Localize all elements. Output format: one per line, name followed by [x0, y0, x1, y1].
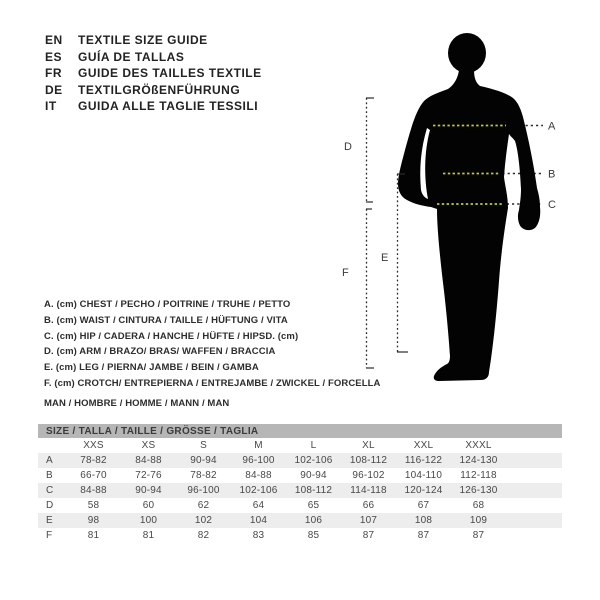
size-table	[38, 424, 562, 543]
size-cell: 78-82	[190, 470, 217, 481]
row-label: C	[46, 485, 54, 496]
table-row-d	[38, 498, 562, 513]
size-table-title: SIZE / TALLA / TAILLE / GRÖSSE / TAGLIA	[38, 424, 562, 438]
marker-a-label: A	[548, 120, 556, 133]
row-label: A	[46, 455, 53, 466]
measurement-legend	[44, 297, 381, 412]
marker-b-label: B	[548, 168, 556, 181]
size-cell: 66-70	[80, 470, 107, 481]
size-cell: 96-100	[187, 485, 220, 496]
size-cell: 106	[304, 515, 323, 526]
head	[448, 33, 486, 73]
marker-f-label: F	[342, 267, 349, 279]
column-header-xxs: XXS	[83, 440, 104, 451]
size-cell: 98	[87, 515, 100, 526]
legend-item-hip: C. (cm) HIP / CADERA / HANCHE / HÜFTE / HIPSD. (cm)	[44, 330, 299, 342]
size-cell: 81	[142, 530, 155, 541]
legend-item-chest: A. (cm) CHEST / PECHO / POITRINE / TRUHE / PETTO	[44, 299, 291, 310]
legend-item-arm: D. (cm) ARM / BRAZO/ BRAS/ WAFFEN / BRACCIA	[44, 346, 276, 358]
guide-title: GUIDA ALLE TAGLIE TESSILI	[78, 99, 259, 113]
size-cell: 116-122	[404, 455, 443, 466]
size-cell: 60	[142, 500, 155, 511]
language-code: ES	[45, 49, 63, 64]
body	[398, 70, 540, 381]
guide-title: GUIDE DES TAILLES TEXTILE	[78, 66, 262, 80]
guide-title: GUÍA DE TALLAS	[78, 49, 185, 64]
column-header-xl: XL	[362, 440, 375, 451]
size-cell: 108-112	[349, 455, 388, 466]
language-code: DE	[45, 82, 63, 97]
table-row-b	[38, 468, 562, 483]
size-cell: 67	[417, 500, 430, 511]
gender-line: MAN / HOMBRE / HOMME / MANN / MAN	[44, 397, 230, 409]
marker-e-label: E	[381, 252, 389, 264]
size-cell: 112-118	[460, 470, 497, 481]
size-cell: 87	[362, 530, 375, 541]
legend-item-waist: B. (cm) WAIST / CINTURA / TAILLE / HÜFTUNG / VITA	[44, 314, 288, 326]
marker-d-label: D	[344, 141, 352, 153]
size-cell: 100	[139, 515, 158, 526]
legend-item-leg: E. (cm) LEG / PIERNA/ JAMBE / BEIN / GAMBA	[44, 362, 259, 374]
table-row-c	[38, 483, 562, 498]
size-cell: 109	[469, 515, 488, 526]
size-cell: 96-102	[352, 470, 385, 481]
size-cell: 78-82	[80, 455, 107, 466]
size-cell: 102-106	[294, 455, 333, 466]
language-code: FR	[45, 66, 62, 80]
row-label: E	[46, 515, 53, 526]
row-label: B	[46, 470, 53, 481]
size-cell: 87	[417, 530, 430, 541]
column-header-m: M	[254, 440, 263, 451]
size-cell: 85	[307, 530, 320, 541]
language-code: IT	[45, 99, 57, 113]
guide-title: TEXTILGRÖßENFÜHRUNG	[78, 82, 241, 97]
size-cell: 82	[197, 530, 210, 541]
size-cell: 126-130	[459, 485, 498, 496]
size-cell: 81	[87, 530, 100, 541]
size-cell: 96-100	[242, 455, 275, 466]
column-header-l: L	[310, 440, 317, 451]
size-cell: 120-124	[404, 485, 443, 496]
size-cell: 104-110	[404, 470, 443, 481]
size-cell: 58	[87, 500, 100, 511]
column-header-xxxl: XXXL	[465, 440, 492, 451]
size-table-column-header-row	[38, 438, 562, 453]
table-row-f	[38, 528, 562, 543]
size-cell: 68	[472, 500, 485, 511]
size-cell: 83	[252, 530, 265, 541]
size-cell: 84-88	[245, 470, 272, 481]
size-cell: 108-112	[294, 485, 333, 496]
man-silhouette	[398, 33, 540, 381]
size-cell: 114-118	[350, 485, 387, 496]
size-cell: 64	[252, 500, 265, 511]
size-cell: 87	[472, 530, 485, 541]
size-cell: 102	[194, 515, 213, 526]
column-header-xxl: XXL	[413, 440, 434, 451]
size-cell: 107	[359, 515, 378, 526]
size-cell: 90-94	[190, 455, 217, 466]
size-cell: 90-94	[135, 485, 162, 496]
legend-item-crotch: F. (cm) CROTCH/ ENTREPIERNA / ENTREJAMBE / ZWICKEL / FORCELLA	[44, 377, 381, 389]
size-cell: 66	[362, 500, 375, 511]
guide-title: TEXTILE SIZE GUIDE	[78, 33, 208, 47]
marker-c-label: C	[548, 199, 556, 211]
table-row-a	[38, 453, 562, 468]
size-cell: 84-88	[135, 455, 162, 466]
size-cell: 90-94	[300, 470, 327, 481]
size-cell: 124-130	[459, 455, 498, 466]
column-header-s: S	[200, 440, 207, 451]
size-cell: 84-88	[80, 485, 107, 496]
size-cell: 62	[197, 500, 210, 511]
column-header-xs: XS	[141, 440, 156, 451]
language-code: EN	[45, 33, 63, 47]
row-label: F	[46, 530, 53, 541]
size-cell: 72-76	[135, 470, 162, 481]
size-cell: 65	[307, 500, 320, 511]
table-row-e	[38, 513, 562, 528]
row-label: D	[46, 500, 54, 511]
size-cell: 108	[414, 515, 433, 526]
size-cell: 104	[249, 515, 268, 526]
size-cell: 102-106	[239, 485, 278, 496]
